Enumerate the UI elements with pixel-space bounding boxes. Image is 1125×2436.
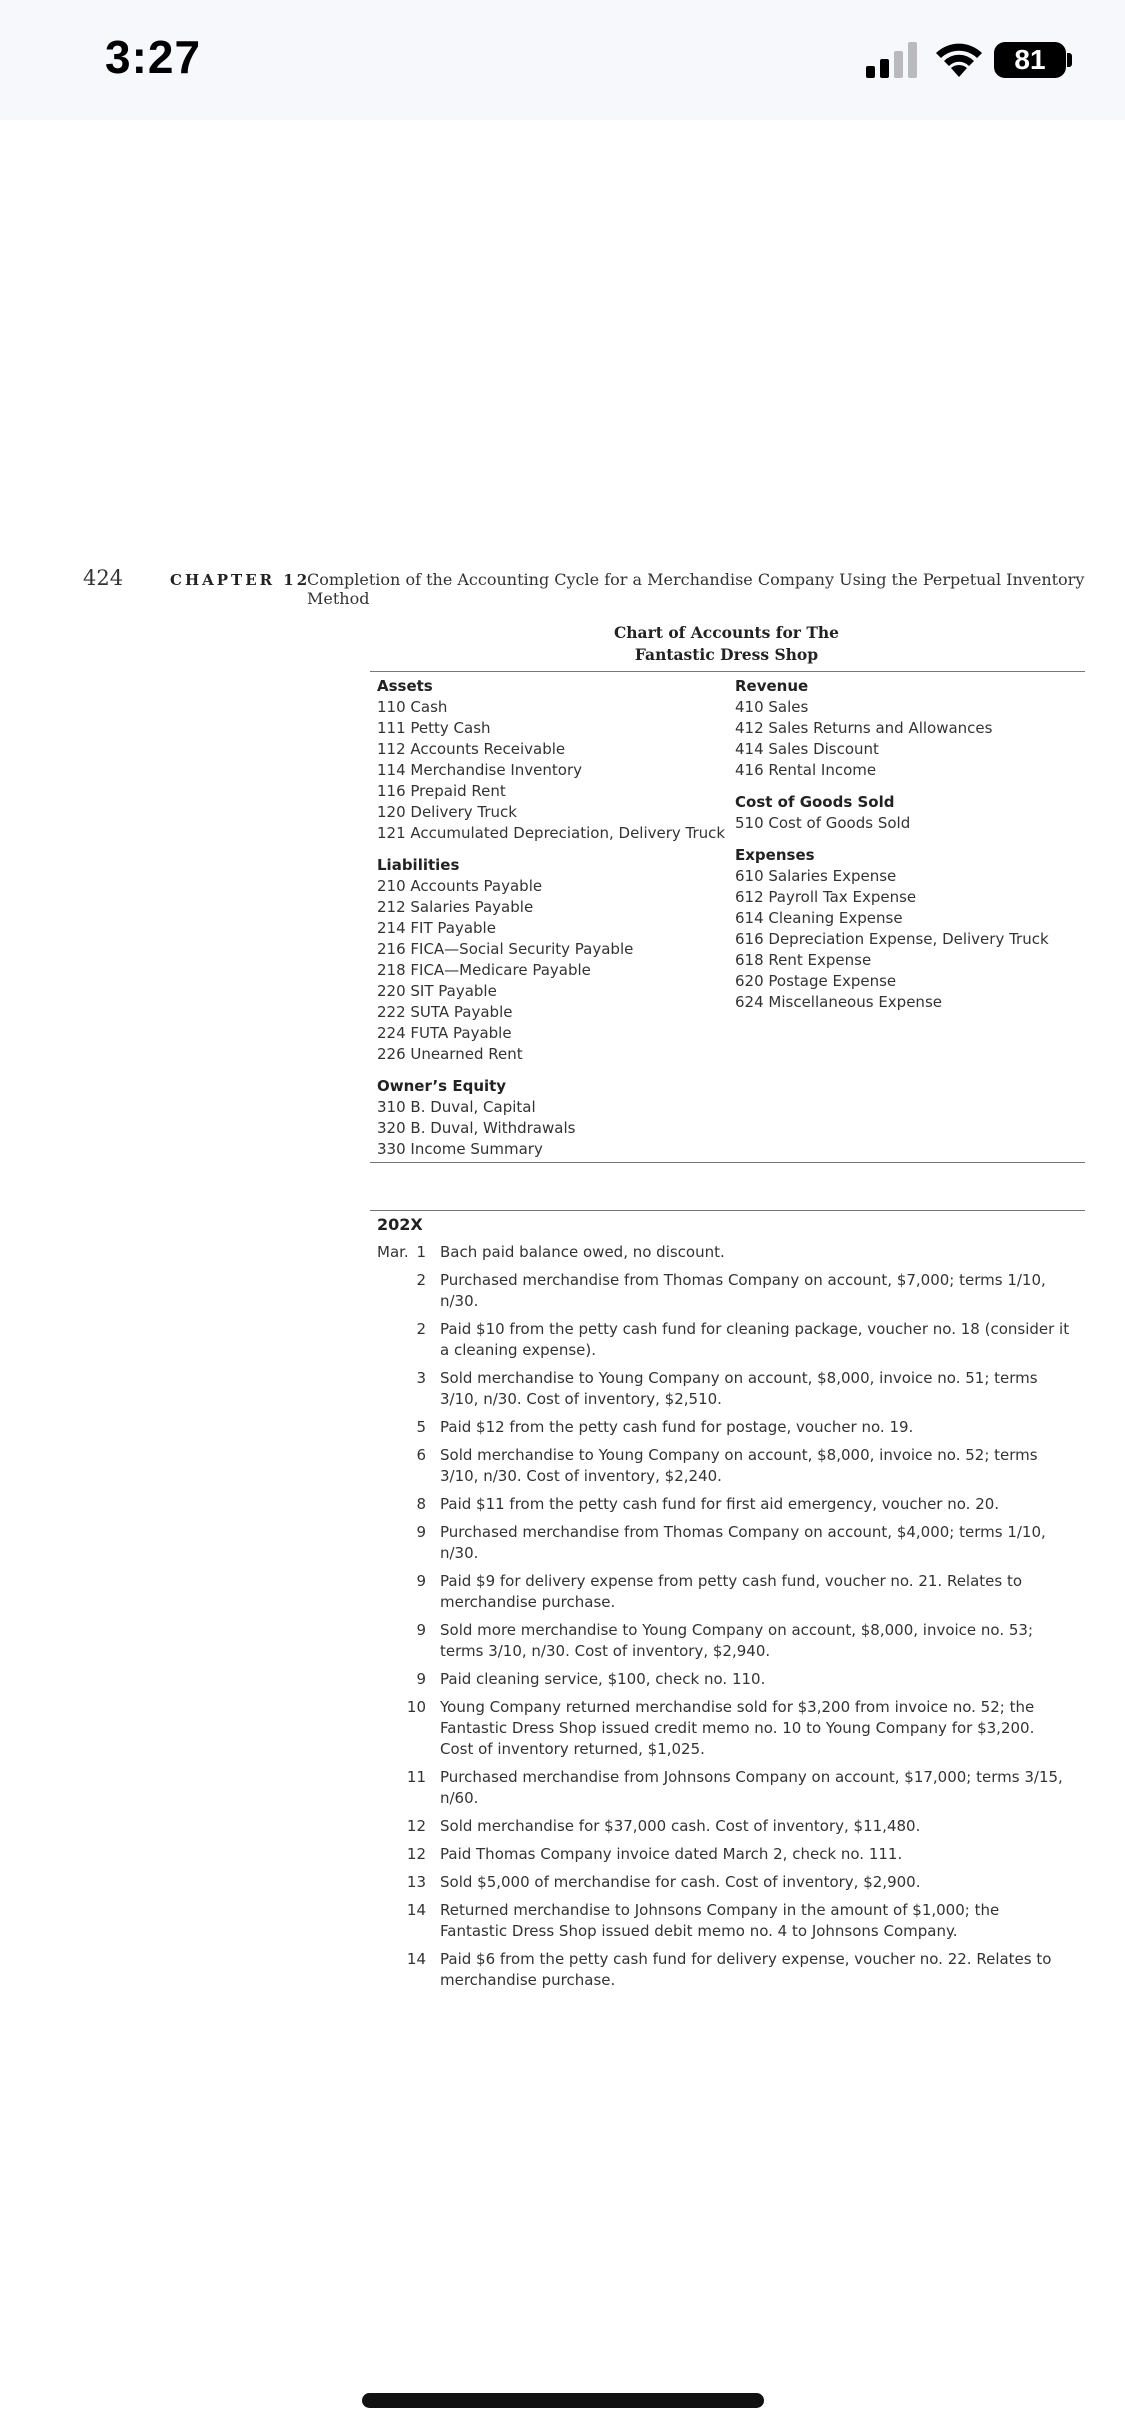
transaction-entry: [370, 1242, 1070, 1263]
transaction-day: 12: [406, 1817, 426, 1835]
transaction-entry: [370, 1900, 1070, 1942]
account-item: 416 Rental Income: [735, 761, 877, 779]
account-group: [735, 676, 1049, 781]
transaction-description: Sold merchandise for $37,000 cash. Cost of inventory, $11,480.: [440, 1817, 921, 1835]
transaction-entry: [370, 1844, 1070, 1865]
page-number: 424: [83, 566, 124, 590]
account-item: 110 Cash: [377, 698, 448, 716]
account-group: [735, 792, 1049, 834]
transactions-month: Mar.: [377, 1243, 409, 1261]
transaction-day: 9: [416, 1670, 426, 1688]
account-item: 330 Income Summary: [377, 1140, 543, 1158]
transaction-day: 6: [416, 1446, 426, 1464]
account-item: 410 Sales: [735, 698, 809, 716]
account-item: 612 Payroll Tax Expense: [735, 888, 917, 906]
account-group: [377, 855, 725, 1065]
transaction-description: Young Company returned merchandise sold for $3,200 from invoice no. 52; the Fantastic Dress Shop issued credit memo no. 10 to Young Company for $3,200. Cost of inventory returned, $1,025.: [440, 1698, 1035, 1758]
account-item: 412 Sales Returns and Allowances: [735, 719, 993, 737]
transaction-description: Paid Thomas Company invoice dated March 2, check no. 111.: [440, 1845, 903, 1863]
transaction-description: Bach paid balance owed, no discount.: [440, 1243, 725, 1261]
account-item: 120 Delivery Truck: [377, 803, 517, 821]
status-time: 3:27: [105, 31, 202, 83]
transaction-entry: [370, 1319, 1070, 1361]
transaction-day: 13: [406, 1873, 426, 1891]
wifi-icon: [934, 40, 984, 78]
cellular-signal-icon: [866, 42, 918, 78]
account-item: 112 Accounts Receivable: [377, 740, 566, 758]
transaction-day: 3: [416, 1369, 426, 1387]
account-group: [377, 1076, 725, 1160]
account-item: 610 Salaries Expense: [735, 867, 897, 885]
account-item: 111 Petty Cash: [377, 719, 491, 737]
account-item: 116 Prepaid Rent: [377, 782, 506, 800]
transactions-top-rule: [370, 1210, 1085, 1211]
transaction-day: 9: [416, 1572, 426, 1590]
transaction-day: 14: [406, 1950, 426, 1968]
transaction-day: 2: [416, 1320, 426, 1338]
coa-bottom-rule: [370, 1162, 1085, 1163]
account-group: [735, 845, 1049, 1013]
transactions-list: [370, 1242, 1070, 1998]
account-item: 114 Merchandise Inventory: [377, 761, 583, 779]
transaction-description: Sold merchandise to Young Company on account, $8,000, invoice no. 51; terms 3/10, n/30. Cost of inventory, $2,510.: [440, 1369, 1038, 1408]
transaction-entry: [370, 1417, 1070, 1438]
account-item: 224 FUTA Payable: [377, 1024, 512, 1042]
account-item: 216 FICA—Social Security Payable: [377, 940, 634, 958]
transaction-description: Purchased merchandise from Thomas Company on account, $4,000; terms 1/10, n/30.: [440, 1523, 1046, 1562]
status-bar: [0, 0, 1125, 120]
transaction-day: 12: [406, 1845, 426, 1863]
transaction-entry: [370, 1767, 1070, 1809]
account-item: 222 SUTA Payable: [377, 1003, 513, 1021]
home-indicator[interactable]: [362, 2393, 764, 2408]
transaction-description: Paid $9 for delivery expense from petty cash fund, voucher no. 21. Relates to merchandise purchase.: [440, 1572, 1023, 1611]
transaction-description: Sold merchandise to Young Company on account, $8,000, invoice no. 52; terms 3/10, n/30. Cost of inventory, $2,240.: [440, 1446, 1038, 1485]
transaction-entry: [370, 1872, 1070, 1893]
transaction-entry: [370, 1620, 1070, 1662]
account-group-heading: Owner’s Equity: [377, 1077, 507, 1095]
account-item: 414 Sales Discount: [735, 740, 879, 758]
transaction-day: 9: [416, 1523, 426, 1541]
coa-title-line2: Fantastic Dress Shop: [634, 645, 819, 664]
battery-cap: [1067, 53, 1072, 67]
transaction-day: 5: [416, 1418, 426, 1436]
account-item: 214 FIT Payable: [377, 919, 496, 937]
transaction-description: Sold $5,000 of merchandise for cash. Cost of inventory, $2,900.: [440, 1873, 921, 1891]
transaction-day: 14: [406, 1901, 426, 1919]
chapter-label: CHAPTER 12: [170, 571, 311, 589]
transaction-day: 8: [416, 1495, 426, 1513]
account-group-heading: Expenses: [735, 846, 815, 864]
transaction-description: Paid cleaning service, $100, check no. 110.: [440, 1670, 766, 1688]
account-item: 310 B. Duval, Capital: [377, 1098, 536, 1116]
transaction-day: 9: [416, 1621, 426, 1639]
account-item: 620 Postage Expense: [735, 972, 897, 990]
account-item: 212 Salaries Payable: [377, 898, 534, 916]
coa-top-rule: [370, 671, 1085, 672]
transaction-description: Paid $6 from the petty cash fund for delivery expense, voucher no. 22. Relates to merchandise purchase.: [440, 1950, 1052, 1989]
transaction-day: 10: [406, 1698, 426, 1716]
transaction-entry: [370, 1571, 1070, 1613]
transaction-description: Paid $12 from the petty cash fund for postage, voucher no. 19.: [440, 1418, 914, 1436]
transaction-entry: [370, 1270, 1070, 1312]
account-item: 510 Cost of Goods Sold: [735, 814, 911, 832]
account-item: 210 Accounts Payable: [377, 877, 543, 895]
transaction-entry: [370, 1445, 1070, 1487]
transaction-description: Returned merchandise to Johnsons Company in the amount of $1,000; the Fantastic Dress Shop issued debit memo no. 4 to Johnsons Company.: [440, 1901, 1000, 1940]
transaction-entry: [370, 1669, 1070, 1690]
account-item: 624 Miscellaneous Expense: [735, 993, 942, 1011]
battery-icon: 81: [994, 42, 1066, 78]
account-item: 121 Accumulated Depreciation, Delivery Truck: [377, 824, 726, 842]
transaction-entry: [370, 1816, 1070, 1837]
account-group-heading: Revenue: [735, 677, 809, 695]
account-item: 226 Unearned Rent: [377, 1045, 523, 1063]
transaction-description: Purchased merchandise from Thomas Company on account, $7,000; terms 1/10, n/30.: [440, 1271, 1046, 1310]
account-item: 218 FICA—Medicare Payable: [377, 961, 591, 979]
coa-right-column: [735, 676, 1049, 1024]
account-group: [377, 676, 725, 844]
transaction-description: Paid $10 from the petty cash fund for cleaning package, voucher no. 18 (consider it a cleaning expense).: [440, 1320, 1070, 1359]
transaction-description: Purchased merchandise from Johnsons Company on account, $17,000; terms 3/15, n/60.: [440, 1768, 1063, 1807]
coa-title-line1: Chart of Accounts for The: [613, 623, 840, 642]
transaction-entry: [370, 1368, 1070, 1410]
transaction-description: Sold more merchandise to Young Company on account, $8,000, invoice no. 53; terms 3/10, n/30. Cost of inventory, $2,940.: [440, 1621, 1034, 1660]
account-item: 320 B. Duval, Withdrawals: [377, 1119, 576, 1137]
transaction-description: Paid $11 from the petty cash fund for first aid emergency, voucher no. 20.: [440, 1495, 1000, 1513]
transactions-year: 202X: [377, 1215, 423, 1234]
transaction-entry: [370, 1522, 1070, 1564]
account-item: 616 Depreciation Expense, Delivery Truck: [735, 930, 1049, 948]
transaction-day: 2: [416, 1271, 426, 1289]
transaction-entry: [370, 1494, 1070, 1515]
chapter-title: Completion of the Accounting Cycle for a Merchandise Company Using the Perpetual Inventory Method: [307, 570, 1085, 608]
account-item: 618 Rent Expense: [735, 951, 872, 969]
chart-of-accounts-title: [368, 622, 1085, 666]
transaction-entry: [370, 1697, 1070, 1760]
coa-left-column: [377, 676, 725, 1171]
transaction-day: 11: [406, 1768, 426, 1786]
account-item: 220 SIT Payable: [377, 982, 497, 1000]
account-item: 614 Cleaning Expense: [735, 909, 903, 927]
account-group-heading: Assets: [377, 677, 433, 695]
transaction-day: 1: [416, 1243, 426, 1261]
transaction-entry: [370, 1949, 1070, 1991]
account-group-heading: Liabilities: [377, 856, 460, 874]
account-group-heading: Cost of Goods Sold: [735, 793, 895, 811]
